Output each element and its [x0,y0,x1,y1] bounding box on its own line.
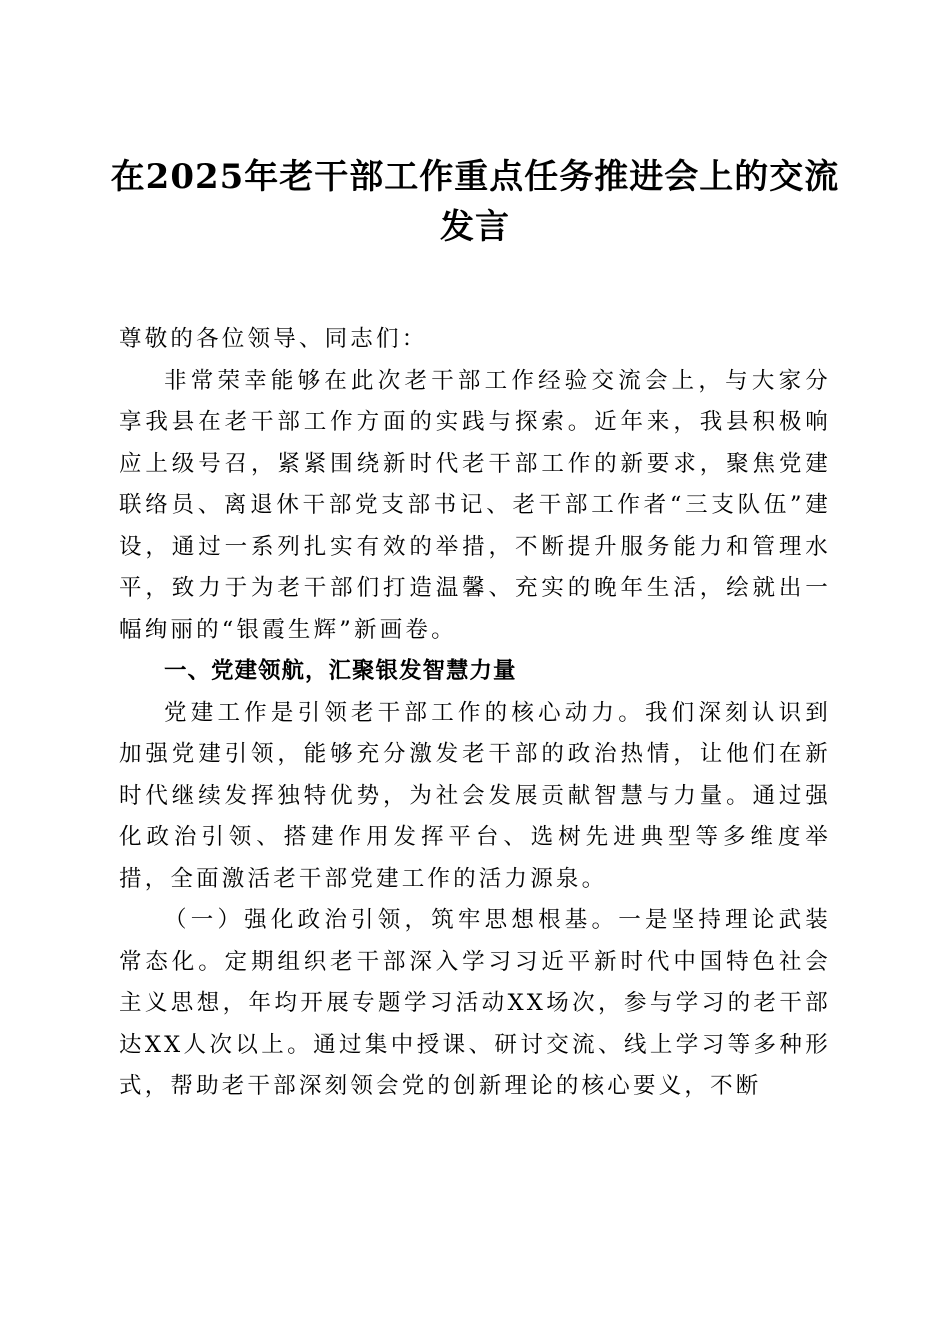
intro-paragraph: 非常荣幸能够在此次老干部工作经验交流会上，与大家分享我县在老干部工作方面的实践与探索。近年来，我县积极响应上级号召，紧紧围绕新时代老干部工作的新要求，聚焦党建联络员、离退休干部党支部书记、老干部工作者“三支队伍”建设，通过一系列扎实有效的举措，不断提升服务能力和管理水平，致力于为老干部们打造温馨、充实的晚年生活，绘就出一幅绚丽的“银霞生辉”新画卷。 [119,367,831,643]
subsection-heading-1: （一）强化政治引领，筑牢思想根基。 [164,907,619,933]
document-title: 在2025年老干部工作重点任务推进会上的交流发言 [110,157,840,247]
section-1-paragraph: 党建工作是引领老干部工作的核心动力。我们深刻认识到加强党建引领，能够充分激发老干部的政治热情，让他们在新时代继续发挥独特优势，为社会发展贡献智慧与力量。通过强化政治引领、搭建作用发挥平台、选树先进典型等多维度举措，全面激活老干部党建工作的活力源泉。 [119,699,831,892]
section-heading-1: 一、党建领航，汇聚银发智慧力量 [164,658,517,684]
subsection-1-paragraph [119,900,831,1108]
subsection-1-body: 一是坚持理论武装常态化。定期组织老干部深入学习习近平新时代中国特色社会主义思想，年均开展专题学习活动XX场次，参与学习的老干部达XX人次以上。通过集中授课、研讨交流、线上学习等多种形式，帮助老干部深刻领会党的创新理论的核心要义，不断 [119,907,831,1099]
document-body [119,319,831,1108]
salutation: 尊敬的各位领导、同志们： [119,326,428,352]
